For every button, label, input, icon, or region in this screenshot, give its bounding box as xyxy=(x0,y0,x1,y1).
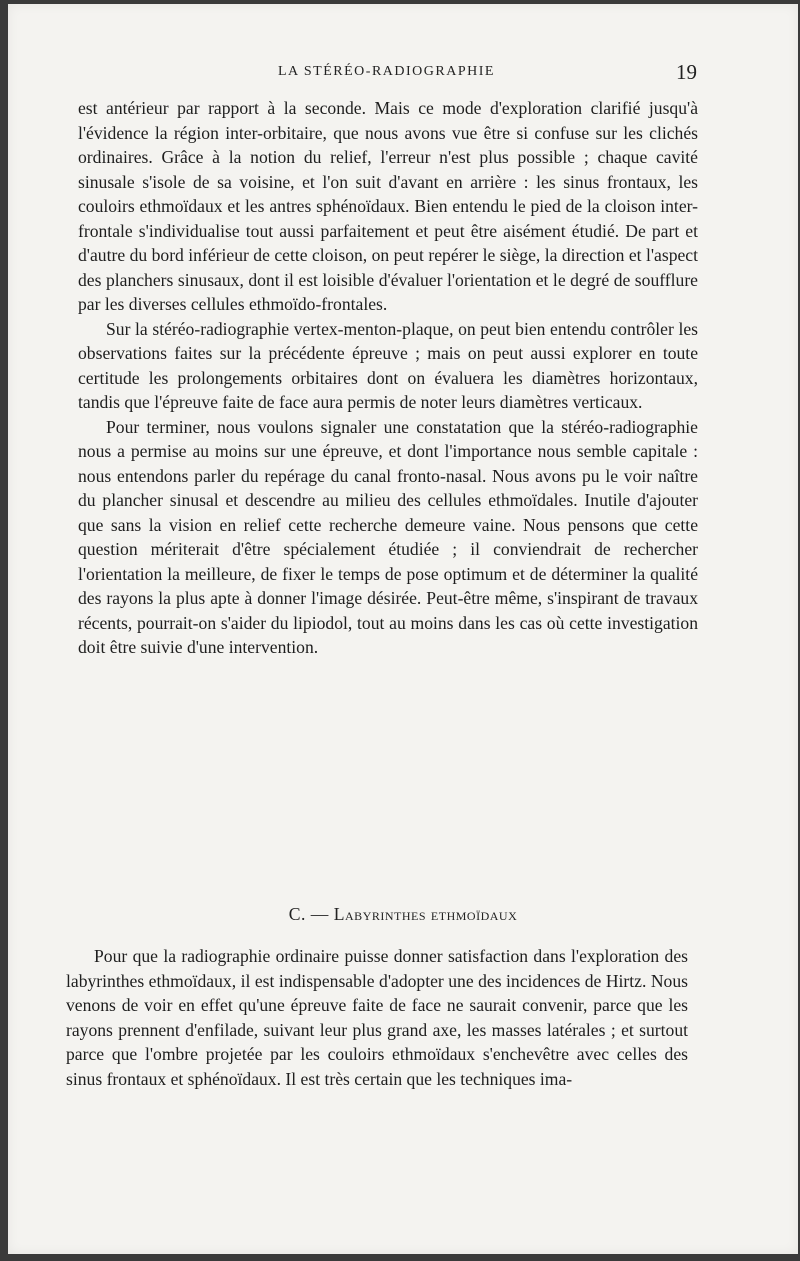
paragraph-labyrinthes: Pour que la radiographie ordinaire puisse donner satisfaction dans l'exploration des labyrinthes ethmoïdaux, il est indispensable d'adopter une des incidences de Hirtz. Nous venons de voir en effet qu'une épreuve faite de face ne saurait convenir, parce que les rayons prennent d'enfilade, suivant leur plus grand axe, les masses latérales ; et surtout parce que l'ombre projetée par les couloirs ethmoïdaux s'enchevêtre avec celles des sinus frontaux et sphénoïdaux. Il est très certain que les techniques ima- xyxy=(66,946,688,1089)
running-title: LA STÉRÉO-RADIOGRAPHIE xyxy=(278,64,495,79)
running-header xyxy=(8,60,798,84)
section-heading: C. — Labyrinthes ethmoïdaux xyxy=(288,904,518,924)
section-text xyxy=(66,944,688,1092)
paragraph-continuation: est antérieur par rapport à la seconde. Mais ce mode d'exploration clarifié jusqu'à l'évidence la région inter-orbitaire, que nous avons vue être si confuse sur les clichés ordinaires. Grâce à la notion du relief, l'erreur n'est plus possible ; chaque cavité sinusale s'isole de sa voisine, et l'on suit d'avant en arrière : les sinus frontaux, les couloirs ethmoïdaux et les antres sphénoïdaux. Bien entendu le pied de la cloison inter-frontale s'individualise tout aussi parfaitement et peut être aisément étudié. De part et d'autre du bord inférieur de cette cloison, on peut repérer le siège, la direction et l'aspect des planchers sinusaux, dont il est loisible d'évaluer l'orientation et le degré de soufflure par les diverses cellules ethmoïdo-frontales. xyxy=(78,98,698,314)
paragraph-canal-fronto-nasal: Pour terminer, nous voulons signaler une constatation que la stéréo-radiographie nous a permise au moins sur une épreuve, et dont l'importance nous semble capitale : nous entendons parler du repérage du canal fronto-nasal. Nous avons pu le voir naître du plancher sinusal et descendre au milieu des cellules ethmoïdales. Inutile d'ajouter que sans la vision en relief cette recherche demeure vaine. Nous pensons que cette question mériterait d'être spécialement étudiée ; il conviendrait de rechercher l'orientation la meilleure, de fixer le temps de pose optimum et de déterminer la qualité des rayons la plus apte à donner l'image désirée. Peut-être même, s'inspirant de travaux récents, pourrait-on s'aider du lipiodol, tout au moins dans les cas où cette investigation doit être suivie d'une intervention. xyxy=(78,416,698,657)
body-text xyxy=(78,96,698,660)
book-page xyxy=(8,4,798,1254)
page-number: 19 xyxy=(676,60,697,84)
paragraph-vertex-menton: Sur la stéréo-radiographie vertex-menton-plaque, on peut bien entendu contrôler les observations faites sur la précédente épreuve ; mais on peut aussi explorer en toute certitude les prolongements orbitaires dont on évaluera les diamètres horizontaux, tandis que l'épreuve faite de face aura permis de noter leurs diamètres verticaux. xyxy=(78,318,698,412)
